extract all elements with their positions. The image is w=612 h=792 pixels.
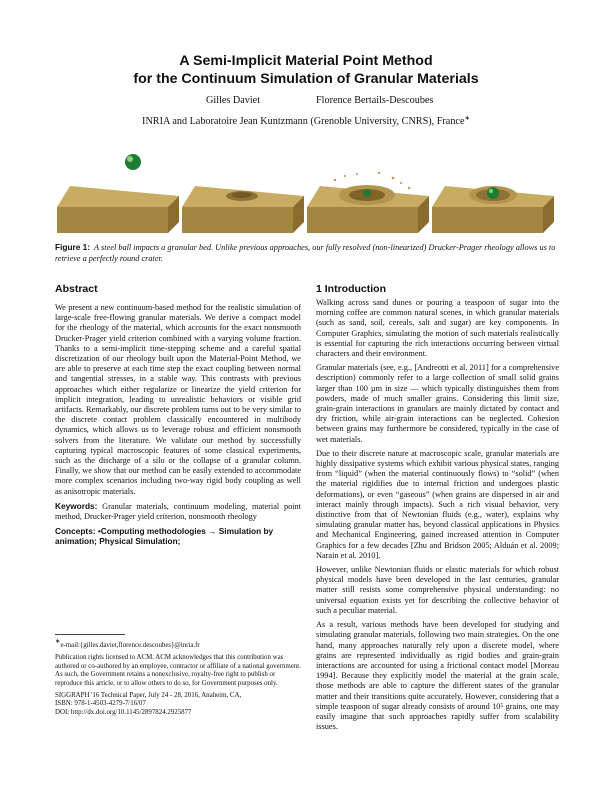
keywords-text: Granular materials, continuum modeling, material point method, Drucker-Prager yield criterion, nonsmooth rheology (55, 501, 301, 522)
affiliation-text: INRIA and Laboratoire Jean Kuntzmann (Grenoble University, CNRS), France (142, 116, 465, 127)
ccs-concepts: Concepts: •Computing methodologies → Simulation by animation; Physical Simulation; (55, 526, 274, 547)
intro-paragraph: Granular materials (see, e.g., [Andreotti et al. 2011] for a comprehensive description) commonly refer to a large collection of small solid grains larger than 100 µm in size — which typically distinguishes them from powders, made of much smaller grains. Considering this limit size, grain-grain interactions in granulars are mainly dictated by contact and dry friction, while air-grain interactions can be neglected. Cohesion between grains may furthermore be considered, typically in the case of wet materials. (316, 363, 559, 444)
figure-caption-text: A steel ball impacts a granular bed. Unlike previous approaches, our fully resolved (non-linearized) Drucker-Prager rheology allows us to retrieve a perfectly round crater. (55, 243, 556, 263)
email-footnote (55, 638, 301, 650)
isbn-line: ISBN: 978-1-4503-4279-7/16/07 (55, 700, 146, 708)
frame-splash (305, 140, 430, 240)
footnote-mark: ∗ (464, 115, 470, 122)
frame-impact (180, 140, 305, 240)
affiliation (60, 114, 552, 127)
paper-title (60, 52, 552, 88)
teaser-figure (55, 140, 557, 240)
figure-caption (55, 242, 557, 264)
keywords (55, 501, 301, 522)
abstract-text: We present a new continuum-based method for the realistic simulation of large-scale free-flowing granular materials. We derive a compact model for the rheology of the material, which accounts for the exact nonsmooth Drucker-Prager yield criterion combined with a varying volume fraction. Thanks to a semi-implicit time-stepping scheme and a careful spatial discretization of our rheology built upon the Material-Point Method, we are able to preserve at each time step the exact coupling between normal and tangential stresses, in a stable way. This contrasts with previous approaches which either regularize or linearize the yield criterion for implicit integration, leading to unrealistic behaviors or visible grid artifacts. Remarkably, our discrete problem turns out to be very similar to the discrete contact problem classically encountered in multibody dynamics, which allows us to leverage robust and efficient nonsmooth solvers from the literature. We validate our method by successfully capturing typical macroscopic features of some classical experiments, such as the discharge of a silo or the collapse of a granular column. Finally, we show that our method can be easily extended to accommodate more complex scenarios including two-way rigid body coupling as well as anisotropic materials. (55, 303, 301, 496)
left-column (55, 303, 301, 551)
frame-round-crater (430, 140, 555, 240)
author-name: Florence Bertails-Descoubes (316, 95, 434, 106)
footnotes (55, 638, 301, 717)
email-text: e-mail:{gilles.daviet,florence.descoubes}@inria.fr (60, 642, 200, 649)
intro-paragraph: As a result, various methods have been developed for studying and simulating granular materials, following two main strategies. On the one hand, many approaches naturally rely upon a discrete model, where grains are represented individually as rigid bodies and grain-grain interactions are accounted for using a frictional contact model [Moreau 1994]. Because they explicitly model the material at the grain scale, those methods are able to capture the different states of the granular matter and their transitions quite accurately. However, considering that a simple teaspoon of sugar already consists of around 10⁵ grains, one may easily imagine that such approaches rapidly suffer from scalability issues. (316, 620, 559, 732)
author-list (0, 95, 612, 109)
introduction-heading: 1 Introduction (316, 283, 386, 295)
right-column (316, 298, 559, 736)
abstract-heading: Abstract (55, 283, 98, 295)
intro-paragraph: However, unlike Newtonian fluids or elastic materials for which robust physical models have been developed in the last centuries, granular matter still resists some comprehensive physical understanding: no universal equation exists yet for describing the collective behavior of such a peculiar material. (316, 565, 559, 615)
intro-paragraph: Due to their discrete nature at macroscopic scale, granular materials are highly dissipative systems which exhibit various physical states, ranging from “liquid” (when the material continuously flows) to “solid” (when the material rigidifies due to internal friction and undergoes plastic deformations), or even “gaseous” (when grains are dispersed in air and interact mainly through impacts). Such a rich visual behavior, very distinctive from that of Newtonian fluids (e.g., water), explains why simulating granular matter has, beyond classical applications in Physics and Mechanical Engineering, gained increased attention in Computer Graphics for a few decades [Zhu and Bridson 2005; Alduán et al. 2009; Narain et al. 2010]. (316, 448, 559, 560)
frame-ball-above-bed (55, 140, 180, 240)
figure-label: Figure 1: (55, 242, 91, 252)
title-line-1: A Semi-Implicit Material Point Method (179, 53, 433, 69)
footnote-rule (55, 634, 125, 635)
keywords-label: Keywords: (55, 500, 98, 511)
conference-line: SIGGRAPH '16 Technical Paper, July 24 - 28, 2016, Anaheim, CA, (55, 692, 242, 700)
author-name: Gilles Daviet (206, 95, 261, 106)
footnote-mark: ∗ (55, 638, 61, 645)
doi-line: DOI: http://dx.doi.org/10.1145/2897824.2925877 (55, 708, 192, 716)
rights-notice: Publication rights licensed to ACM. ACM acknowledges that this contribution was authored or co-authored by an employee, contractor or affiliate of a national government. As such, the Government retains a nonexclusive, royalty-free right to publish or reproduce this article, or to allow others to do so, for Government purposes only. (55, 654, 301, 687)
intro-paragraph: Walking across sand dunes or pouring a teaspoon of sugar into the morning coffee are common natural scenes, in which granular materials (such as sand, soil, cereals, salt and sugar) are key components. In Computer Graphics, simulating the motion of such materials realistically is essential for capturing the rich interactions occurring between virtual characters and their environment. (316, 298, 559, 359)
title-line-2: for the Continuum Simulation of Granular Materials (133, 71, 479, 87)
